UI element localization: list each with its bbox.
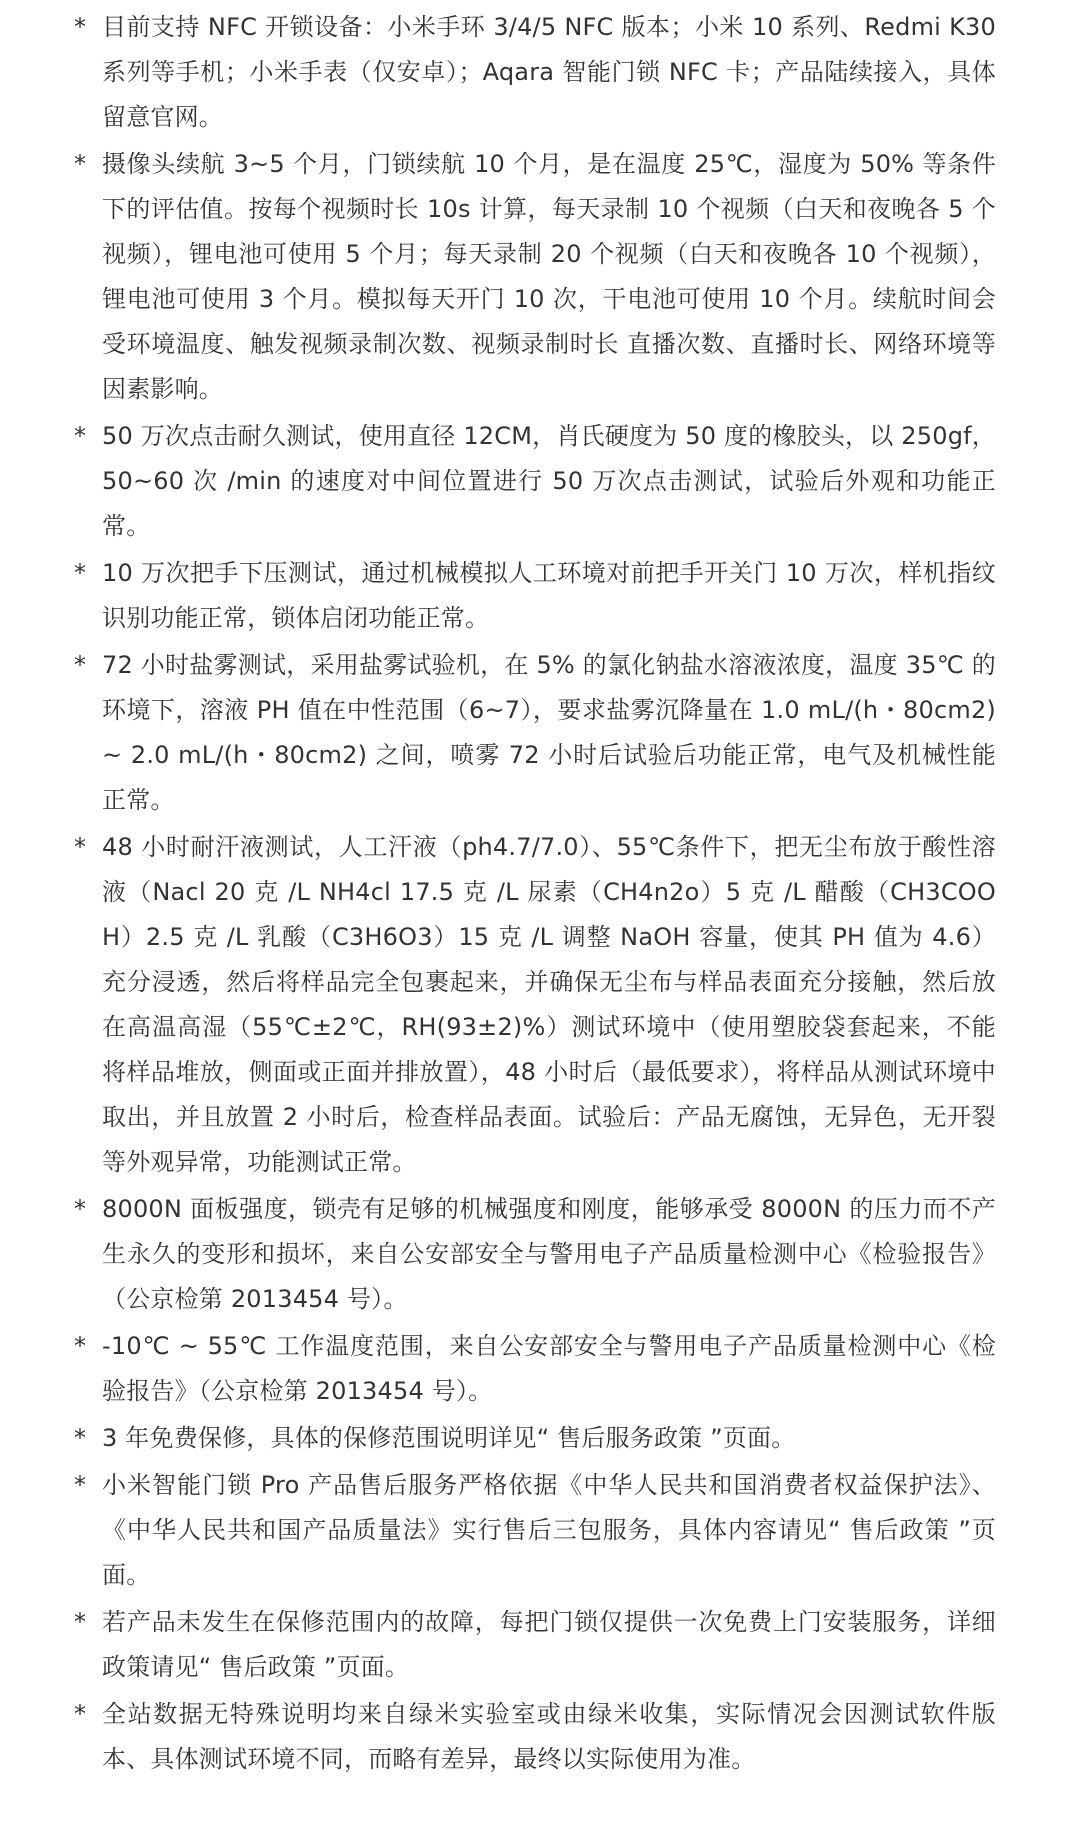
asterisk-icon: *	[74, 1700, 87, 1728]
footnote-text: 72 小时盐雾测试，采用盐雾试验机，在 5% 的氯化钠盐水溶液浓度，温度 35℃ 的环境下，溶液 PH 值在中性范围（6~7），要求盐雾沉降量在 1.0 mL/(h・80cm2) ~ 2.0 mL/(h・80cm2) 之间，喷雾 72 小时后试验后功能正常，电气及机械性能正常。	[102, 651, 996, 814]
footnote-text: 目前支持 NFC 开锁设备：小米手环 3/4/5 NFC 版本；小米 10 系列、Redmi K30 系列等手机；小米手表（仅安卓）；Aqara 智能门锁 NFC 卡；产品陆续接入，具体留意官网。	[102, 13, 996, 131]
footnote-text: 48 小时耐汗液测试，人工汗液（ph4.7/7.0）、55℃条件下，把无尘布放于酸性溶液（Nacl 20 克 /L NH4cl 17.5 克 /L 尿素（CH4n2o）5 克 /L 醋酸（CH3COOH）2.5 克 /L 乳酸（C3H6O3）15 克 /L 调整 NaOH 容量，使其 PH 值为 4.6）充分浸透，然后将样品完全包裹起来，并确保无尘布与样品表面充分接触，然后放在高温高湿（55℃±2℃，RH(93±2)%）测试环境中（使用塑胶袋套起来，不能将样品堆放，侧面或正面并排放置），48 小时后（最低要求），将样品从测试环境中取出，并且放置 2 小时后，检查样品表面。试验后：产品无腐蚀，无异色，无开裂等外观异常，功能测试正常。	[102, 833, 996, 1176]
asterisk-icon: *	[74, 1332, 87, 1360]
asterisk-icon: *	[74, 651, 87, 679]
asterisk-icon: *	[74, 422, 87, 450]
footnote-text: 3 年免费保修，具体的保修范围说明详见“ 售后服务政策 ”页面。	[102, 1424, 796, 1452]
footnote-text: 50 万次点击耐久测试，使用直径 12CM，肖氏硬度为 50 度的橡胶头，以 250gf，50~60 次 /min 的速度对中间位置进行 50 万次点击测试，试验后外观和功能正常。	[102, 422, 996, 540]
asterisk-icon: *	[74, 1424, 87, 1452]
footnote-text: -10℃ ~ 55℃ 工作温度范围，来自公安部安全与警用电子产品质量检测中心《检验报告》（公京检第 2013454 号）。	[102, 1332, 996, 1405]
asterisk-icon: *	[74, 13, 87, 41]
footnote-click-test	[74, 414, 996, 549]
footnote-text: 若产品未发生在保修范围内的故障，每把门锁仅提供一次免费上门安装服务，详细政策请见“ 售后政策 ”页面。	[102, 1608, 996, 1681]
footnote-after-sales	[74, 1463, 996, 1598]
footnote-data-source	[74, 1692, 996, 1782]
footnote-salt-spray-test	[74, 643, 996, 823]
asterisk-icon: *	[74, 1471, 87, 1499]
asterisk-icon: *	[74, 1195, 87, 1223]
footnote-nfc-support	[74, 5, 996, 140]
footnote-list	[74, 5, 996, 1782]
footnote-handle-test	[74, 551, 996, 641]
footnote-text: 摄像头续航 3~5 个月，门锁续航 10 个月，是在温度 25℃，湿度为 50% 等条件下的评估值。按每个视频时长 10s 计算，每天录制 10 个视频（白天和夜晚各 5 个视频），锂电池可使用 5 个月；每天录制 20 个视频（白天和夜晚各 10 个视频），锂电池可使用 3 个月。模拟每天开门 10 次，干电池可使用 10 个月。续航时间会受环境温度、触发视频录制次数、视频录制时长 直播次数、直播时长、网络环境等因素影响。	[102, 150, 996, 403]
asterisk-icon: *	[74, 833, 87, 861]
footnote-text: 全站数据无特殊说明均来自绿米实验室或由绿米收集，实际情况会因测试软件版本、具体测试环境不同，而略有差异，最终以实际使用为准。	[102, 1700, 996, 1773]
footnote-warranty	[74, 1416, 996, 1461]
footnote-text: 8000N 面板强度，锁壳有足够的机械强度和刚度，能够承受 8000N 的压力而不产生永久的变形和损坏，来自公安部安全与警用电子产品质量检测中心《检验报告》（公京检第 2013454 号）。	[102, 1195, 996, 1313]
asterisk-icon: *	[74, 1608, 87, 1636]
footnote-temperature-range	[74, 1324, 996, 1414]
footnote-text: 小米智能门锁 Pro 产品售后服务严格依据《中华人民共和国消费者权益保护法》、《中华人民共和国产品质量法》实行售后三包服务，具体内容请见“ 售后政策 ”页面。	[102, 1471, 996, 1589]
footnote-battery-life	[74, 142, 996, 412]
footnote-installation	[74, 1600, 996, 1690]
footnote-panel-strength	[74, 1187, 996, 1322]
asterisk-icon: *	[74, 559, 87, 587]
footnote-text: 10 万次把手下压测试，通过机械模拟人工环境对前把手开关门 10 万次，样机指纹识别功能正常，锁体启闭功能正常。	[102, 559, 996, 632]
footnote-sweat-test	[74, 825, 996, 1185]
asterisk-icon: *	[74, 150, 87, 178]
